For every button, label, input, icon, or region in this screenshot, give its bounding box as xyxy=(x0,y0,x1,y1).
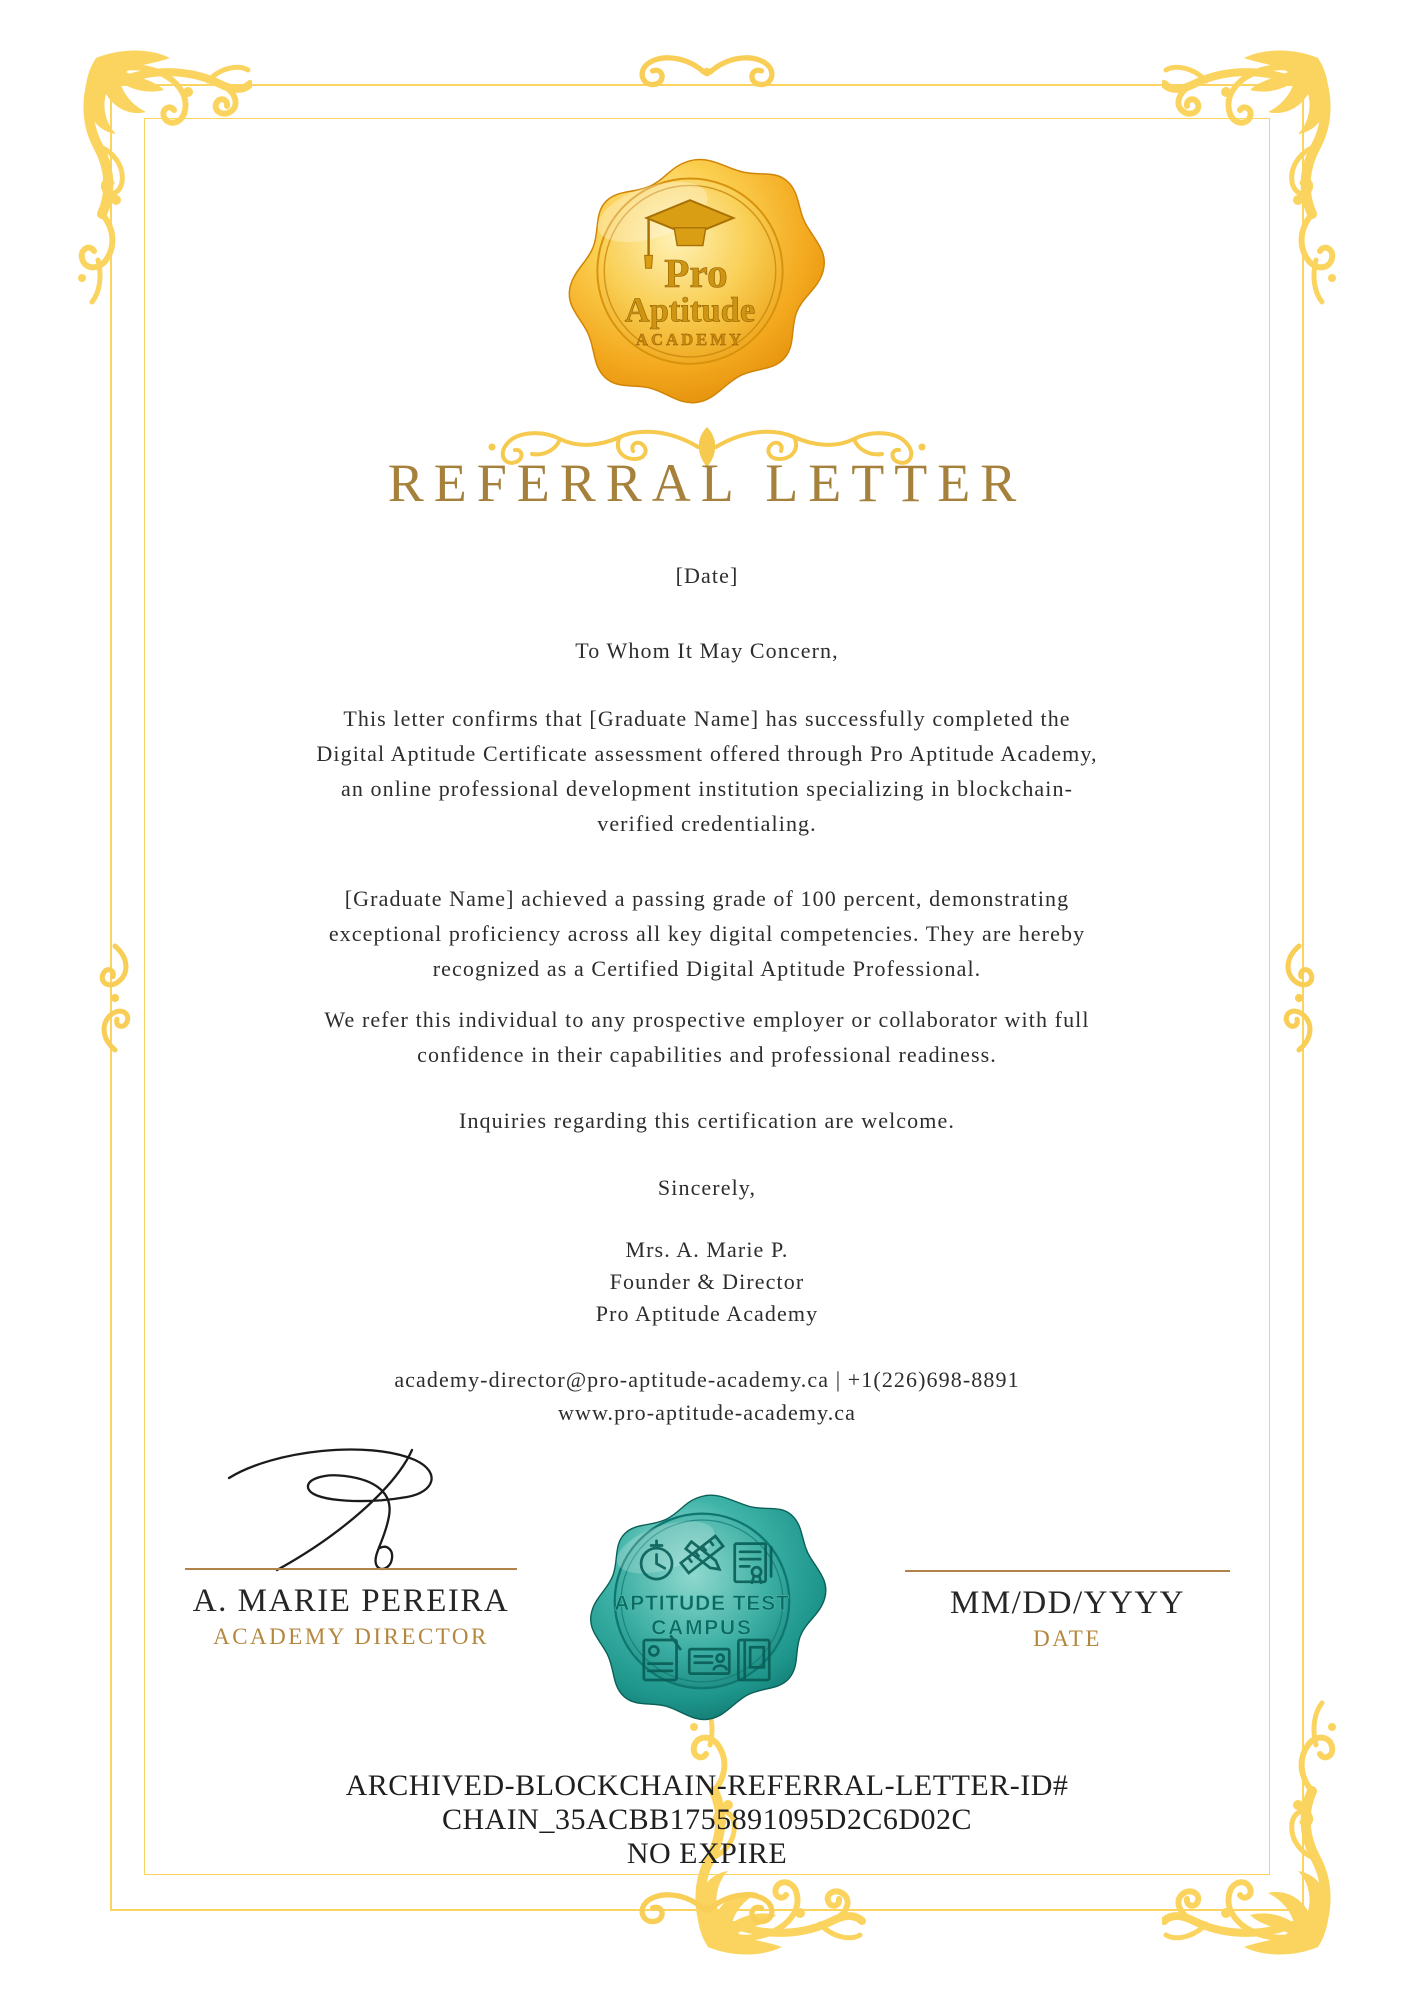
teal-seal-line-2: CAMPUS xyxy=(651,1616,753,1640)
academy-gold-wax-seal xyxy=(552,118,828,450)
edge-scroll-ornament-bottom xyxy=(627,1887,787,1931)
closing: Sincerely, xyxy=(657,1175,757,1200)
salutation: To Whom It May Concern, xyxy=(575,638,839,663)
footer-id-line: ARCHIVED-BLOCKCHAIN-REFERRAL-LETTER-ID# xyxy=(345,1769,1069,1802)
paragraph-1-line-2: Digital Aptitude Certificate assessment offered through Pro Aptitude Academy, xyxy=(316,741,1098,766)
gold-seal-word-3: ACADEMY xyxy=(635,330,745,350)
signature-role-label: ACADEMY DIRECTOR xyxy=(213,1624,489,1649)
signature-name: A. MARIE PEREIRA xyxy=(192,1583,510,1619)
footer-chain-line: CHAIN_35ACBB1755891095D2C6D02C xyxy=(441,1803,973,1836)
corner-flourish-top-left xyxy=(62,40,252,305)
date-value: MM/DD/YYYY xyxy=(949,1585,1185,1621)
edge-scroll-ornament-top xyxy=(627,50,787,94)
date-block xyxy=(905,1570,1230,1652)
paragraph-1-line-4: verified credentialing. xyxy=(597,811,817,836)
aptitude-test-campus-seal xyxy=(568,1460,836,1760)
paragraph-4-line-1: Inquiries regarding this certification are welcome. xyxy=(459,1108,955,1133)
signature-rule xyxy=(185,1568,517,1570)
signatory-organization: Pro Aptitude Academy xyxy=(595,1301,819,1326)
paragraph-1-line-3: an online professional development institution specializing in blockchain- xyxy=(340,776,1074,801)
teal-seal-line-1: APTITUDE TEST xyxy=(614,1592,790,1615)
paragraph-2-line-1: [Graduate Name] achieved a passing grade of 100 percent, demonstrating xyxy=(344,886,1070,911)
contact-website: www.pro-aptitude-academy.ca xyxy=(557,1400,857,1425)
date-placeholder: [Date] xyxy=(675,563,739,588)
date-label: DATE xyxy=(1033,1626,1102,1651)
signatory-role: Founder & Director xyxy=(609,1269,805,1294)
signature-block xyxy=(185,1568,517,1650)
gold-seal-word-1: Pro xyxy=(664,249,728,296)
contact-email-phone: academy-director@pro-aptitude-academy.ca | +1(226)698-8891 xyxy=(394,1367,1020,1392)
handwritten-signature xyxy=(218,1436,450,1576)
paragraph-3-line-2: confidence in their capabilities and professional readiness. xyxy=(417,1042,997,1067)
gold-seal-word-2: Aptitude xyxy=(624,291,756,330)
paragraph-2-line-3: recognized as a Certified Digital Aptitude Professional. xyxy=(432,956,982,981)
corner-flourish-top-right xyxy=(1162,40,1352,305)
footer-expire-line: NO EXPIRE xyxy=(626,1837,788,1870)
paragraph-2-line-2: exceptional proficiency across all key digital competencies. They are hereby xyxy=(328,921,1086,946)
paragraph-3-line-1: We refer this individual to any prospective employer or collaborator with full xyxy=(324,1007,1090,1032)
page-title: REFERRAL LETTER xyxy=(387,453,1027,513)
paragraph-1-line-1: This letter confirms that [Graduate Name] has successfully completed the xyxy=(343,706,1071,731)
date-rule xyxy=(905,1570,1230,1572)
blockchain-footer xyxy=(0,1769,1414,1871)
signatory-name: Mrs. A. Marie P. xyxy=(625,1237,789,1262)
